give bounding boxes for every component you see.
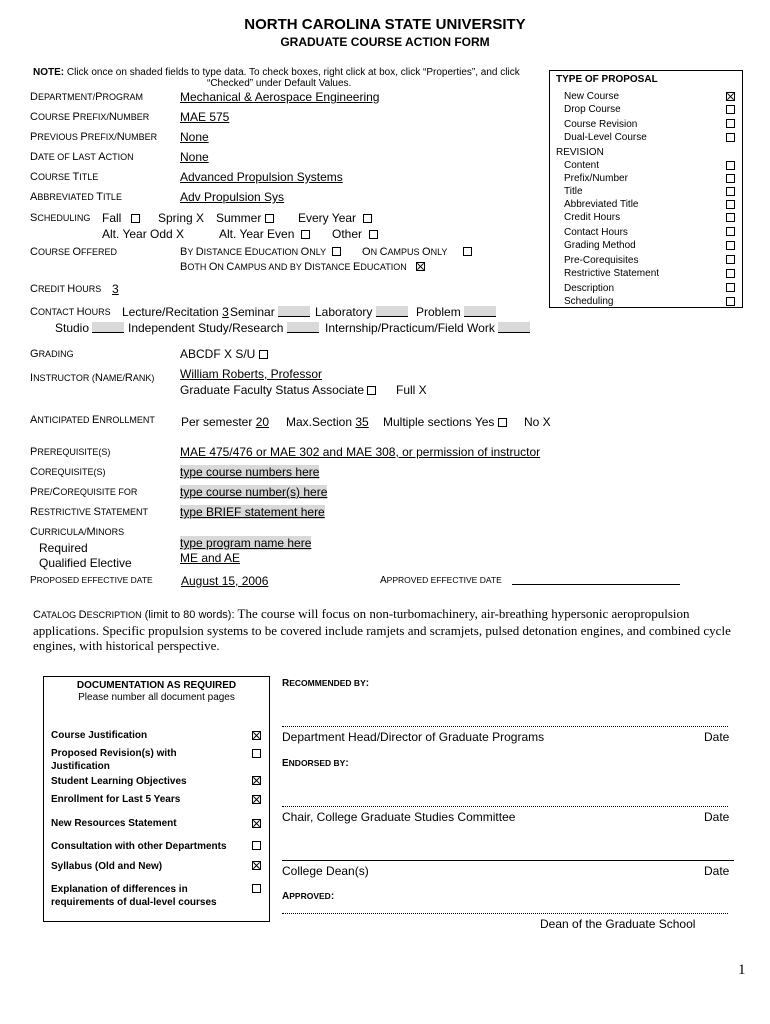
laboratory-field: Laboratory (315, 305, 408, 319)
abbrev-title-label: ABBREVIATED TITLE (30, 191, 122, 203)
lecture-field: Lecture/Recitation 3 (122, 305, 229, 319)
proposal-revision: REVISION (556, 147, 604, 158)
precoreq-checkbox[interactable] (726, 255, 735, 264)
proposal-prefix-number: Prefix/Number (564, 173, 628, 184)
approved-label: APPROVED: (282, 891, 335, 902)
doc-consultation: Consultation with other Departments (51, 841, 227, 852)
coreq-field[interactable]: type course numbers here (180, 465, 320, 479)
summer-checkbox[interactable] (265, 214, 274, 223)
objectives-checkbox[interactable] (252, 776, 261, 785)
contact-checkbox[interactable] (726, 227, 735, 236)
prefix-field[interactable]: MAE 575 (180, 110, 230, 124)
full-status: Full X (396, 383, 427, 397)
precoreq-label: PRE/COREQUISITE FOR (30, 486, 138, 498)
independent-input[interactable] (287, 322, 319, 333)
university-name: NORTH CAROLINA STATE UNIVERSITY (244, 16, 526, 33)
doc-enrollment: Enrollment for Last 5 Years (51, 794, 181, 805)
department-field[interactable]: Mechanical & Aerospace Engineering (180, 90, 380, 104)
internship-input[interactable] (498, 322, 530, 333)
other-option: Other (332, 227, 378, 241)
proposed-date-label: PROPOSED EFFECTIVE DATE (30, 575, 153, 586)
contact-hours-label: CONTACT HOURS (30, 306, 111, 318)
restrictive-label: RESTRICTIVE STATEMENT (30, 506, 148, 518)
grading-checkbox[interactable] (726, 241, 735, 250)
fall-option: Fall (102, 211, 140, 225)
revisions-checkbox[interactable] (252, 749, 261, 758)
dean-date-label: Date (704, 864, 730, 878)
doc-revisions: Proposed Revision(s) with Justification (51, 748, 177, 772)
proposal-title: TYPE OF PROPOSAL (556, 74, 658, 85)
both-option: BOTH ON CAMPUS AND BY DISTANCE EDUCATION (180, 261, 425, 273)
problem-input[interactable] (464, 306, 496, 317)
differences-checkbox[interactable] (252, 884, 261, 893)
consultation-checkbox[interactable] (252, 841, 261, 850)
description-checkbox[interactable] (726, 283, 735, 292)
scheduling-label: SCHEDULING (30, 212, 91, 224)
proposal-restrictive: Restrictive Statement (564, 268, 660, 279)
alt-odd-option: Alt. Year Odd X (102, 227, 185, 241)
problem-field: Problem (416, 305, 496, 319)
per-semester-field: Per semester 20 (181, 415, 270, 429)
last-action-field[interactable]: None (180, 150, 209, 164)
proposal-description: Description (564, 283, 615, 294)
dual-level-checkbox[interactable] (726, 133, 735, 142)
chair-date-label: Date (704, 810, 730, 824)
enrollment-checkbox[interactable] (252, 795, 261, 804)
instructor-name-field[interactable]: William Roberts, Professor (180, 367, 323, 381)
abbrev-title-field[interactable]: Adv Propulsion Sys (180, 190, 285, 204)
proposal-course-revision: Course Revision (564, 119, 638, 130)
doc-objectives: Student Learning Objectives (51, 776, 187, 787)
proposal-drop-course: Drop Course (564, 104, 621, 115)
proposal-dual-level: Dual-Level Course (564, 132, 647, 143)
content-checkbox[interactable] (726, 161, 735, 170)
proposal-content: Content (564, 160, 600, 171)
laboratory-input[interactable] (376, 306, 408, 317)
drop-course-checkbox[interactable] (726, 105, 735, 114)
grading-label: GRADING (30, 348, 74, 360)
internship-field: Internship/Practicum/Field Work (325, 321, 530, 335)
proposal-new-course: New Course (564, 91, 620, 102)
grading-field: ABCDF X S/U (180, 347, 268, 361)
proposal-contact: Contact Hours (564, 227, 628, 238)
every-year-checkbox[interactable] (363, 214, 372, 223)
note-line-1: NOTE: Click once on shaded fields to type data. To check boxes, right click at box, click “Properties”, and click (33, 67, 520, 78)
prereq-field[interactable]: MAE 475/476 or MAE 302 and MAE 308, or permission of instructor (180, 445, 541, 459)
type-of-proposal-box (549, 70, 743, 308)
credit-hours-label: CREDIT HOURS (30, 283, 102, 295)
approved-date-label: APPROVED EFFECTIVE DATE (380, 575, 502, 586)
studio-field: Studio (55, 321, 124, 335)
department-label: DEPARTMENT/PROGRAM (30, 91, 143, 103)
grad-dean-signature-line[interactable] (282, 913, 728, 914)
campus-only-option: ON CAMPUS ONLY (362, 246, 472, 258)
doc-justification: Course Justification (51, 730, 148, 741)
independent-field: Independent Study/Research (128, 321, 319, 335)
instructor-label: INSTRUCTOR (NAME/RANK) (30, 372, 155, 384)
recommended-by-label: RECOMMENDED BY: (282, 678, 370, 689)
studio-input[interactable] (92, 322, 124, 333)
spring-option: Spring X (158, 211, 205, 225)
fall-checkbox[interactable] (131, 214, 140, 223)
other-checkbox[interactable] (369, 230, 378, 239)
coreq-label: COREQUISITE(S) (30, 466, 106, 478)
required-field[interactable]: type program name here (180, 536, 312, 550)
prereq-label: PREREQUISITE(S) (30, 446, 111, 458)
alt-even-checkbox[interactable] (301, 230, 310, 239)
prefix-label: COURSE PREFIX/NUMBER (30, 111, 150, 123)
new-course-checkbox[interactable] (726, 92, 735, 101)
proposal-credit: Credit Hours (564, 212, 621, 223)
seminar-input[interactable] (278, 306, 310, 317)
distance-only-option: BY DISTANCE EDUCATION ONLY (180, 246, 341, 258)
page-number: 1 (738, 962, 746, 978)
restrictive-field[interactable]: type BRIEF statement here (180, 505, 325, 519)
summer-option: Summer (216, 211, 274, 225)
distance-only-checkbox[interactable] (332, 247, 341, 256)
doc-syllabus: Syllabus (Old and New) (51, 861, 163, 872)
title-checkbox[interactable] (726, 187, 735, 196)
form-title: GRADUATE COURSE ACTION FORM (280, 35, 490, 49)
course-title-label: COURSE TITLE (30, 171, 99, 183)
abbrev-checkbox[interactable] (726, 200, 735, 209)
elective-label: Qualified Elective (39, 556, 132, 570)
doc-resources: New Resources Statement (51, 818, 177, 829)
endorsed-by-label: ENDORSED BY: (282, 758, 349, 769)
catalog-description: CATALOG DESCRIPTION (limit to 80 words): The course will focus on non-turbomachinery, air-breathing hypersonic aeropropulsion applications. Specific propulsion systems to be covered include ramjets and scramjets, pulsed detonation engines, and combined cycle engines, with historical perspective. (33, 606, 731, 653)
course-title-field[interactable]: Advanced Propulsion Systems (180, 170, 343, 184)
associate-checkbox[interactable] (367, 386, 376, 395)
faculty-status: Graduate Faculty Status Associate (180, 383, 376, 397)
both-checkbox[interactable] (416, 262, 425, 271)
precoreq-field[interactable]: type course number(s) here (180, 485, 328, 499)
seminar-field: Seminar (230, 305, 310, 319)
curricula-label: CURRICULA/MINORS (30, 526, 125, 538)
alt-even-option: Alt. Year Even (219, 227, 310, 241)
credit-checkbox[interactable] (726, 213, 735, 222)
previous-prefix-field[interactable]: None (180, 130, 209, 144)
multiple-no: No X (524, 415, 551, 429)
elective-field[interactable]: ME and AE (180, 551, 241, 565)
proposal-title-item: Title (564, 186, 583, 197)
catalog-text[interactable]: The course will focus on non-turbomachinery, air-breathing hypersonic aeropropulsion applications. Specific propulsion systems to be covered include ramjets and scramjets, pulsed detonation engines, and combined cycle engines, with historical perspective. (33, 606, 731, 653)
syllabus-checkbox[interactable] (252, 861, 261, 870)
proposal-scheduling: Scheduling (564, 296, 614, 307)
documentation-title: DOCUMENTATION AS REQUIRED (76, 680, 237, 691)
dept-head-label: Department Head/Director of Graduate Programs (282, 730, 545, 744)
documentation-subtitle: Please number all document pages (78, 692, 235, 703)
college-dean-label: College Dean(s) (282, 864, 369, 878)
credit-hours-field[interactable]: 3 (112, 282, 119, 296)
max-section-field: Max.Section 35 (286, 415, 369, 429)
every-year-option: Every Year (298, 211, 372, 225)
dept-head-date-label: Date (704, 730, 730, 744)
chair-label: Chair, College Graduate Studies Committee (282, 810, 516, 824)
dean-signature-line[interactable] (282, 860, 734, 861)
grad-dean-label: Dean of the Graduate School (540, 917, 696, 931)
note-line-2: “Checked” under Default Values. (207, 78, 352, 89)
scheduling-checkbox[interactable] (726, 297, 735, 306)
proposal-abbrev: Abbreviated Title (564, 199, 639, 210)
justification-checkbox[interactable] (252, 731, 261, 740)
required-label: Required (39, 541, 88, 555)
approved-date-line[interactable] (512, 584, 680, 585)
dept-head-signature-line[interactable] (282, 726, 728, 727)
course-revision-checkbox[interactable] (726, 119, 735, 128)
su-checkbox[interactable] (259, 350, 268, 359)
previous-prefix-label: PREVIOUS PREFIX/NUMBER (30, 131, 158, 143)
proposal-precoreq: Pre-Corequisites (564, 255, 639, 266)
restrictive-checkbox[interactable] (726, 269, 735, 278)
prefix-number-checkbox[interactable] (726, 174, 735, 183)
documentation-box (43, 676, 270, 922)
last-action-label: DATE OF LAST ACTION (30, 151, 134, 163)
course-offered-label: COURSE OFFERED (30, 246, 118, 258)
campus-only-checkbox[interactable] (463, 247, 472, 256)
multiple-sections-field: Multiple sections Yes (383, 415, 507, 429)
proposal-grading: Grading Method (564, 240, 636, 251)
resources-checkbox[interactable] (252, 819, 261, 828)
enrollment-label: ANTICIPATED ENROLLMENT (30, 414, 155, 426)
proposed-date-field[interactable]: August 15, 2006 (181, 574, 269, 588)
multiple-yes-checkbox[interactable] (498, 418, 507, 427)
doc-differences: Explanation of differences in requirements of dual-level courses (51, 884, 217, 908)
chair-signature-line[interactable] (282, 806, 728, 807)
